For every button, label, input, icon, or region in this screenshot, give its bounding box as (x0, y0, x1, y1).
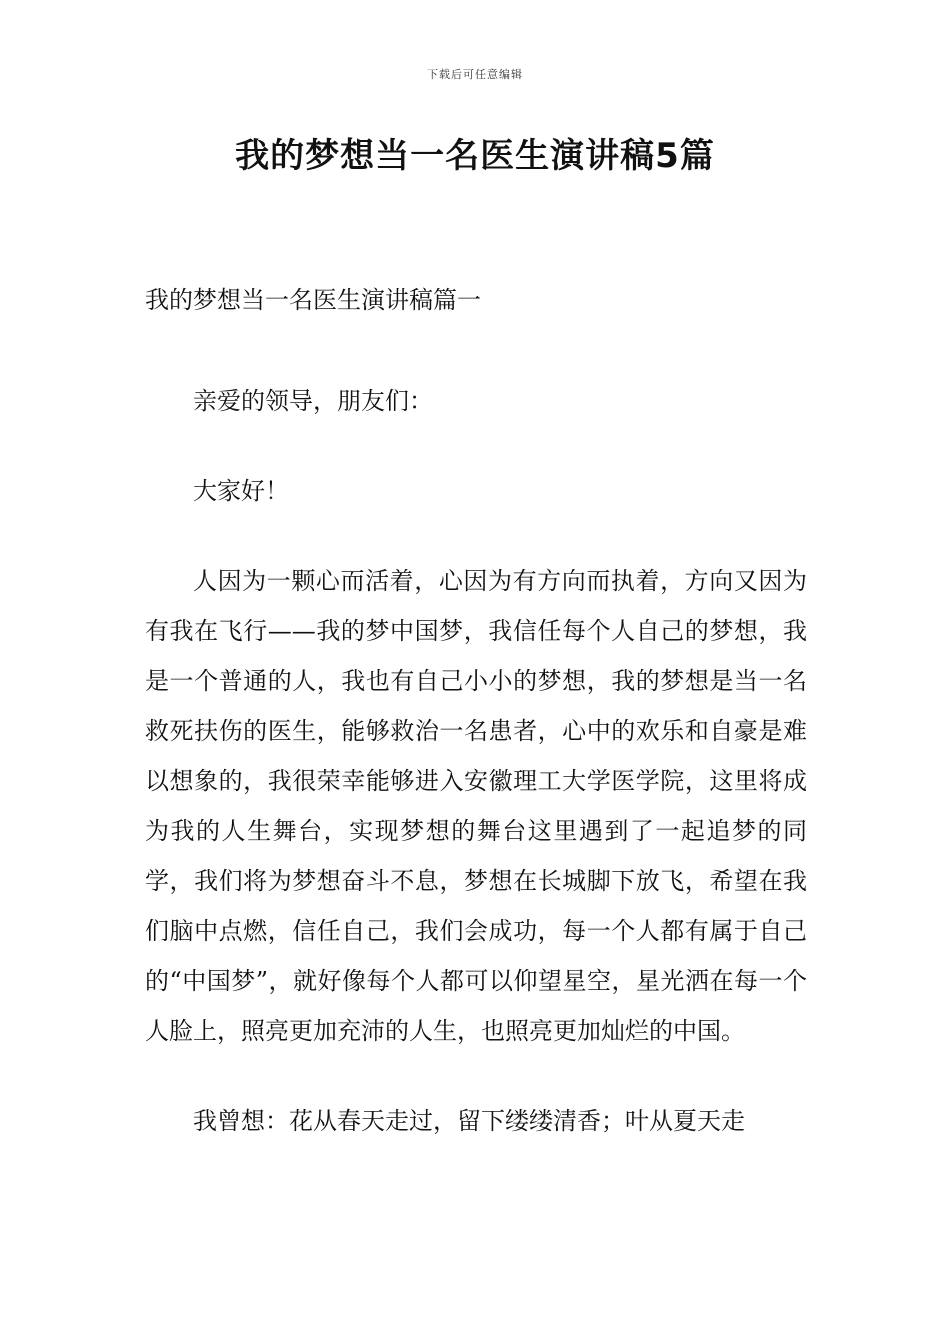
body-paragraph: 我曾想：花从春天走过，留下缕缕清香；叶从夏天走 (193, 1107, 745, 1135)
document-title: 我的梦想当一名医生演讲稿5篇 (235, 136, 715, 176)
greeting-paragraph: 大家好！ (193, 477, 289, 505)
salutation-paragraph: 亲爱的领导，朋友们： (193, 387, 433, 415)
body-paragraph: 人因为一颗心而活着，心因为有方向而执着，方向又因为有我在飞行——我的梦中国梦，我信任每个人自己的梦想，我是一个普通的人，我也有自己小小的梦想，我的梦想是当一名救死扶伤的医生，能够救治一名患者，心中的欢乐和自豪是难以想象的，我很荣幸能够进入安徽理工大学医学院，这里将成为我的人生舞台，实现梦想的舞台这里遇到了一起追梦的同学，我们将为梦想奋斗不息，梦想在长城脚下放飞，希望在我们脑中点燃，信任自己，我们会成功，每一个人都有属于自己的“中国梦”，就好像每个人都可以仰望星空，星光洒在每一个人脸上，照亮更加充沛的人生，也照亮更加灿烂的中国。 (145, 567, 807, 1045)
section-title: 我的梦想当一名医生演讲稿篇一 (145, 286, 481, 314)
header-note: 下载后可任意编辑 (427, 68, 523, 81)
document-body (145, 280, 807, 1146)
